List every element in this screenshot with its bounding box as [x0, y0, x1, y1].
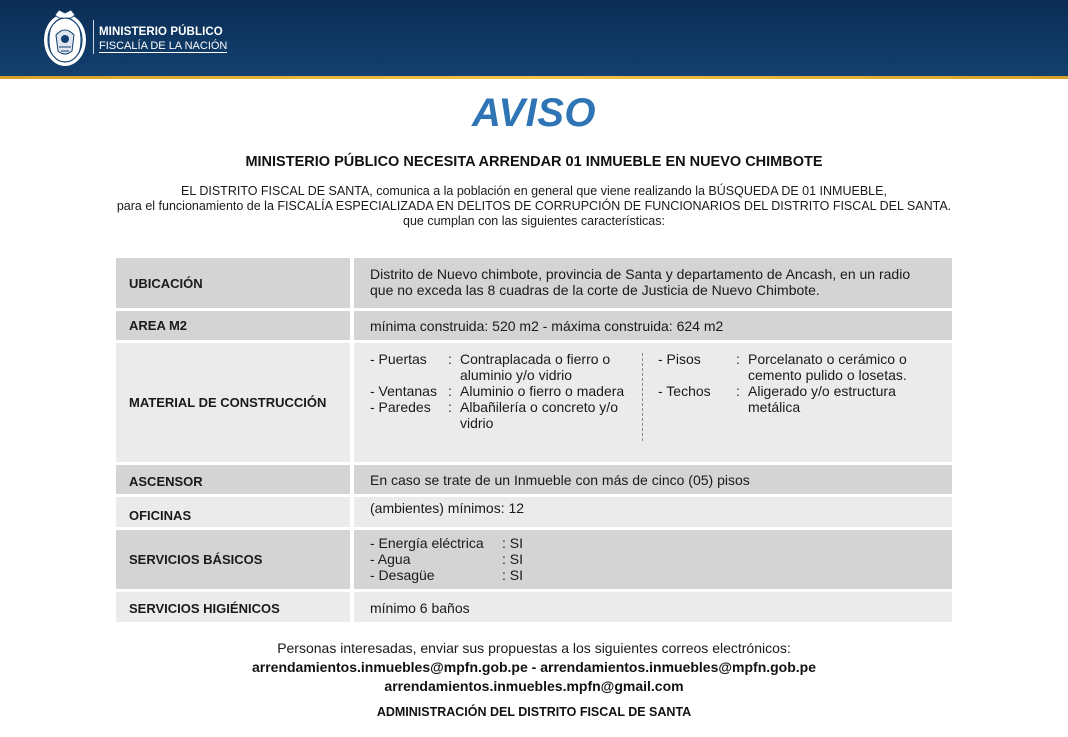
ministerio-publico-seal-icon	[41, 7, 89, 69]
material-key: - Puertas	[370, 351, 427, 367]
intro-line-2: para el funcionamiento de la FISCALÍA ESPECIALIZADA EN DELITOS DE CORRUPCIÓN DE FUNCIONARIOS DEL DISTRITO FISCAL DEL SANTA.	[116, 199, 952, 213]
logo-title: MINISTERIO PÚBLICO	[99, 26, 223, 38]
material-item	[370, 399, 642, 431]
material-key: - Techos	[658, 383, 711, 399]
material-key: - Ventanas	[370, 383, 437, 399]
service-value: : SI	[502, 567, 524, 583]
row-label: SERVICIOS HIGIÉNICOS	[116, 592, 350, 622]
row-label: MATERIAL DE CONSTRUCCIÓN	[116, 343, 350, 462]
headline: MINISTERIO PÚBLICO NECESITA ARRENDAR 01 INMUEBLE EN NUEVO CHIMBOTE	[245, 154, 823, 170]
header-gold-stripe	[0, 76, 1068, 79]
row-label: ASCENSOR	[116, 465, 350, 494]
table-row-higienicos	[116, 592, 952, 622]
row-value: mínimo 6 baños	[354, 592, 952, 622]
footer-instructions: Personas interesadas, enviar sus propuestas a los siguientes correos electrónicos:	[277, 640, 791, 656]
table-row-ubicacion	[116, 258, 952, 308]
footer-emails-link[interactable]: arrendamientos.inmuebles@mpfn.gob.pe - arrendamientos.inmuebles@mpfn.gob.pe	[251, 659, 817, 675]
colon: :	[448, 399, 452, 415]
logo-divider	[93, 20, 94, 54]
intro-line-3: que cumplan con las siguientes características:	[403, 214, 665, 228]
row-value: (ambientes) mínimos: 12	[354, 497, 952, 527]
material-value: Aligerado y/o estructura metálica	[748, 383, 896, 415]
table-row-material	[116, 343, 952, 462]
row-label: OFICINAS	[116, 497, 350, 527]
service-value: : SI	[502, 535, 524, 551]
material-columns	[370, 351, 936, 431]
intro-paragraph	[60, 184, 1008, 229]
footer-gmail-link[interactable]: arrendamientos.inmuebles.mpfn@gmail.com	[384, 678, 684, 694]
table-row-ascensor	[116, 465, 952, 494]
material-key: - Pisos	[658, 351, 701, 367]
row-value	[354, 343, 952, 462]
material-value: Porcelanato o cerámico o cemento pulido o losetas.	[748, 351, 907, 383]
material-right-column	[642, 351, 922, 431]
service-item	[370, 551, 936, 567]
row-value: Distrito de Nuevo chimbote, provincia de Santa y departamento de Ancash, en un radio que no exceda las 8 cuadras de la corte de Justicia de Nuevo Chimbote.	[354, 258, 952, 308]
colon: :	[736, 351, 740, 367]
row-value: En caso se trate de un Inmueble con más de cinco (05) pisos	[354, 465, 952, 494]
material-item	[370, 383, 642, 399]
service-key: - Agua	[370, 551, 411, 567]
material-item	[370, 351, 642, 383]
row-value	[354, 530, 952, 589]
material-key: - Paredes	[370, 399, 431, 415]
service-item	[370, 567, 936, 583]
footer-signature: ADMINISTRACIÓN DEL DISTRITO FISCAL DE SANTA	[376, 705, 692, 719]
table-row-servicios	[116, 530, 952, 589]
page-title: AVISO	[471, 91, 596, 135]
service-key: - Energía eléctrica	[370, 535, 484, 551]
material-item	[658, 351, 922, 383]
material-item	[658, 383, 922, 415]
material-left-column	[370, 351, 642, 431]
intro-line-1: EL DISTRITO FISCAL DE SANTA, comunica a la población en general que viene realizando la BÚSQUEDA DE 01 INMUEBLE,	[181, 184, 887, 198]
row-label: UBICACIÓN	[116, 258, 350, 308]
material-value: Albañilería o concreto y/o vidrio	[460, 399, 618, 431]
table-row-area	[116, 311, 952, 340]
service-value: : SI	[502, 551, 524, 567]
logo-subtitle: FISCALÍA DE LA NACIÓN	[99, 40, 228, 52]
colon: :	[736, 383, 740, 399]
service-key: - Desagüe	[370, 567, 435, 583]
row-label: AREA M2	[116, 311, 350, 340]
header-bar	[0, 0, 1068, 76]
service-item	[370, 535, 936, 551]
requirements-table	[116, 258, 952, 625]
row-label: SERVICIOS BÁSICOS	[116, 530, 350, 589]
material-value: Contraplacada o fierro o aluminio y/o vidrio	[460, 351, 611, 383]
material-value: Aluminio o fierro o madera	[460, 383, 625, 399]
colon: :	[448, 351, 452, 367]
table-row-oficinas	[116, 497, 952, 527]
row-value: mínima construida: 520 m2 - máxima construida: 624 m2	[354, 311, 952, 340]
colon: :	[448, 383, 452, 399]
